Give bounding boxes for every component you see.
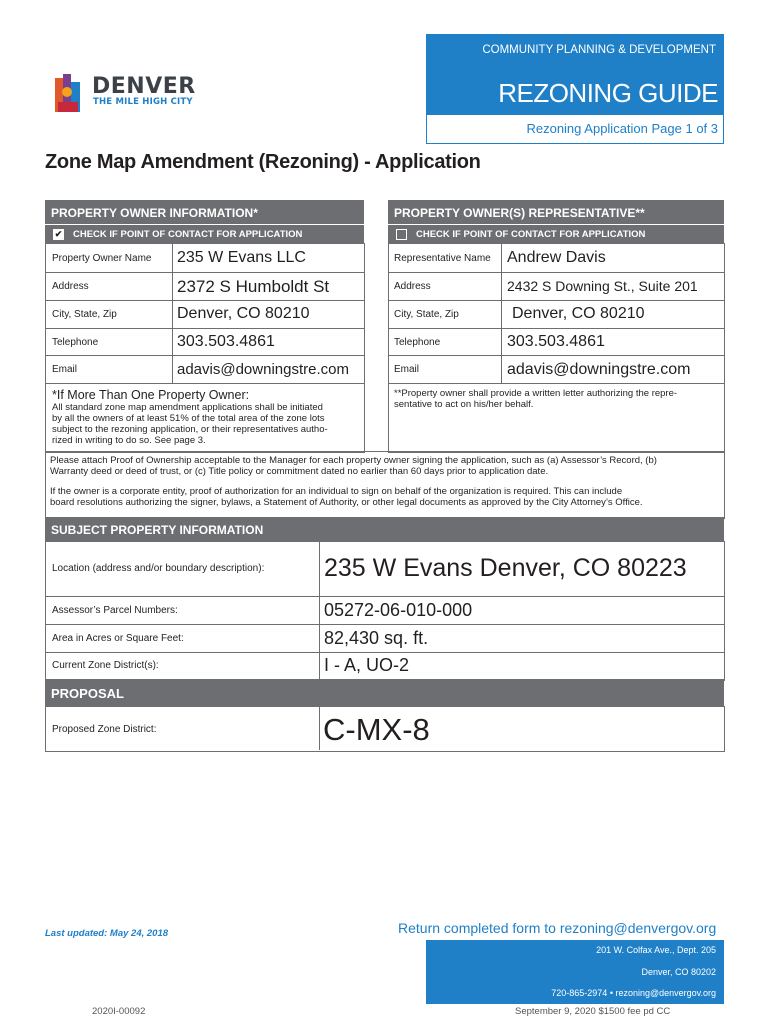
owner-city-field[interactable]: Denver, CO 80210: [177, 305, 310, 322]
representative-email-field[interactable]: adavis@downingstre.com: [507, 361, 691, 378]
office-contact: 720-865-2974 • rezoning@denvergov.org: [551, 988, 716, 998]
location-label: Location (address and/or boundary description):: [52, 563, 265, 574]
representative-name-field[interactable]: Andrew Davis: [507, 249, 606, 266]
guide-title: REZONING GUIDE: [498, 78, 718, 108]
representative-telephone-field[interactable]: 303.503.4861: [507, 333, 605, 350]
owner-grid-divider: [172, 243, 173, 383]
owner-contact-checkbox-row[interactable]: [45, 224, 364, 244]
office-city: Denver, CO 80202: [641, 967, 716, 977]
logo-wordmark: DENVER: [92, 74, 196, 99]
owner-contact-checkbox-label: CHECK IF POINT OF CONTACT FOR APPLICATION: [73, 229, 303, 240]
parcel-number-field[interactable]: 05272-06-010-000: [324, 600, 473, 620]
proposal-title: PROPOSAL: [51, 686, 124, 701]
parcel-number-label: Assessor’s Parcel Numbers:: [52, 605, 178, 616]
ownership-proof-note: Please attach Proof of Ownership acceptable to the Manager for each property owner signing the application, such as (a) Assessor’s Record, (b) Warranty deed or deed of trust, or (c) Title policy or commitment dated no earlier than 60 days prior to application date.: [50, 455, 657, 477]
representative-telephone-label: Telephone: [394, 337, 441, 348]
multiple-owners-note: All standard zone map amendment applications shall be initiated by all the owners of at least 51% of the total area of the zone lots subject to the rezoning application, or their representatives autho- rized in writing to do so. See page 3.: [52, 402, 328, 446]
representative-section-title: PROPERTY OWNER(S) REPRESENTATIVE**: [394, 206, 645, 220]
area-label: Area in Acres or Square Feet:: [52, 633, 184, 644]
representative-contact-checkbox-row[interactable]: [388, 224, 724, 244]
row-divider: [388, 300, 724, 301]
owner-telephone-field[interactable]: 303.503.4861: [177, 333, 275, 350]
proposed-zone-label: Proposed Zone District:: [52, 724, 157, 735]
owner-name-field[interactable]: 235 W Evans LLC: [177, 249, 306, 266]
last-updated-date: Last updated: May 24, 2018: [45, 928, 169, 939]
owner-telephone-label: Telephone: [52, 337, 99, 348]
location-field[interactable]: 235 W Evans Denver, CO 80223: [324, 554, 687, 582]
row-divider: [388, 328, 724, 329]
page-title: Zone Map Amendment (Rezoning) - Application: [45, 151, 481, 173]
current-zone-label: Current Zone District(s):: [52, 660, 159, 671]
representative-city-field[interactable]: Denver, CO 80210: [512, 305, 645, 322]
subject-grid-divider: [319, 541, 320, 679]
owner-address-label: Address: [52, 281, 89, 292]
office-address: 201 W. Colfax Ave., Dept. 205: [596, 945, 716, 955]
row-divider: [45, 328, 364, 329]
row-divider: [45, 355, 364, 356]
logo-tagline: THE MILE HIGH CITY: [93, 97, 193, 107]
owner-city-label: City, State, Zip: [52, 309, 117, 320]
row-divider: [45, 300, 364, 301]
representative-section-header: [388, 200, 724, 224]
subject-property-title: SUBJECT PROPERTY INFORMATION: [51, 523, 264, 537]
denver-logo-icon: [53, 72, 83, 114]
proposal-header: [45, 679, 724, 706]
representative-address-label: Address: [394, 281, 431, 292]
row-divider: [388, 272, 724, 273]
area-field[interactable]: 82,430 sq. ft.: [324, 628, 429, 648]
owner-section-header: [45, 200, 364, 224]
received-note: September 9, 2020 $1500 fee pd CC: [515, 1006, 671, 1017]
owner-section-title: PROPERTY OWNER INFORMATION*: [51, 206, 258, 220]
representative-name-label: Representative Name: [394, 253, 491, 264]
row-divider: [45, 652, 724, 653]
row-divider: [388, 355, 724, 356]
owner-email-label: Email: [52, 364, 78, 375]
row-divider: [45, 383, 364, 384]
corporate-authorization-note: If the owner is a corporate entity, proof of authorization for an individual to sign on behalf of the organization is required. This can include board resolutions authorizing the signer, bylaws, a Statement of Authority, or other legal documents as approved by the City Attorney’s Office.: [50, 486, 643, 508]
representative-contact-checkbox-label: CHECK IF POINT OF CONTACT FOR APPLICATION: [416, 229, 646, 240]
row-divider: [45, 624, 724, 625]
representative-grid-divider: [501, 243, 502, 383]
owner-address-field[interactable]: 2372 S Humboldt St: [177, 277, 330, 296]
subject-property-header: [45, 517, 724, 541]
representative-email-label: Email: [394, 364, 420, 375]
multiple-owners-note-title: *If More Than One Property Owner:: [52, 388, 250, 402]
case-number: 2020I-00092: [92, 1006, 146, 1017]
representative-address-field[interactable]: 2432 S Downing St., Suite 201: [507, 278, 698, 294]
owner-email-field[interactable]: adavis@downingstre.com: [177, 361, 349, 378]
department-name: COMMUNITY PLANNING & DEVELOPMENT: [482, 44, 716, 56]
representative-authorization-note: **Property owner shall provide a written letter authorizing the repre- sentative to act on his/her behalf.: [394, 388, 678, 410]
row-divider: [45, 596, 724, 597]
representative-city-label: City, State, Zip: [394, 309, 459, 320]
contact-box: [426, 940, 724, 1004]
row-divider: [388, 383, 724, 384]
row-divider: [45, 272, 364, 273]
owner-contact-checkbox[interactable]: ✔: [54, 229, 63, 239]
page-label: Rezoning Application Page 1 of 3: [526, 121, 718, 136]
current-zone-field[interactable]: I - A, UO-2: [324, 655, 410, 675]
representative-contact-checkbox[interactable]: [396, 229, 407, 240]
owner-name-label: Property Owner Name: [52, 253, 152, 264]
proposed-zone-field[interactable]: C-MX-8: [323, 712, 430, 747]
return-instructions: Return completed form to rezoning@denvergov.org: [398, 920, 717, 936]
proposal-grid-divider: [319, 706, 320, 750]
